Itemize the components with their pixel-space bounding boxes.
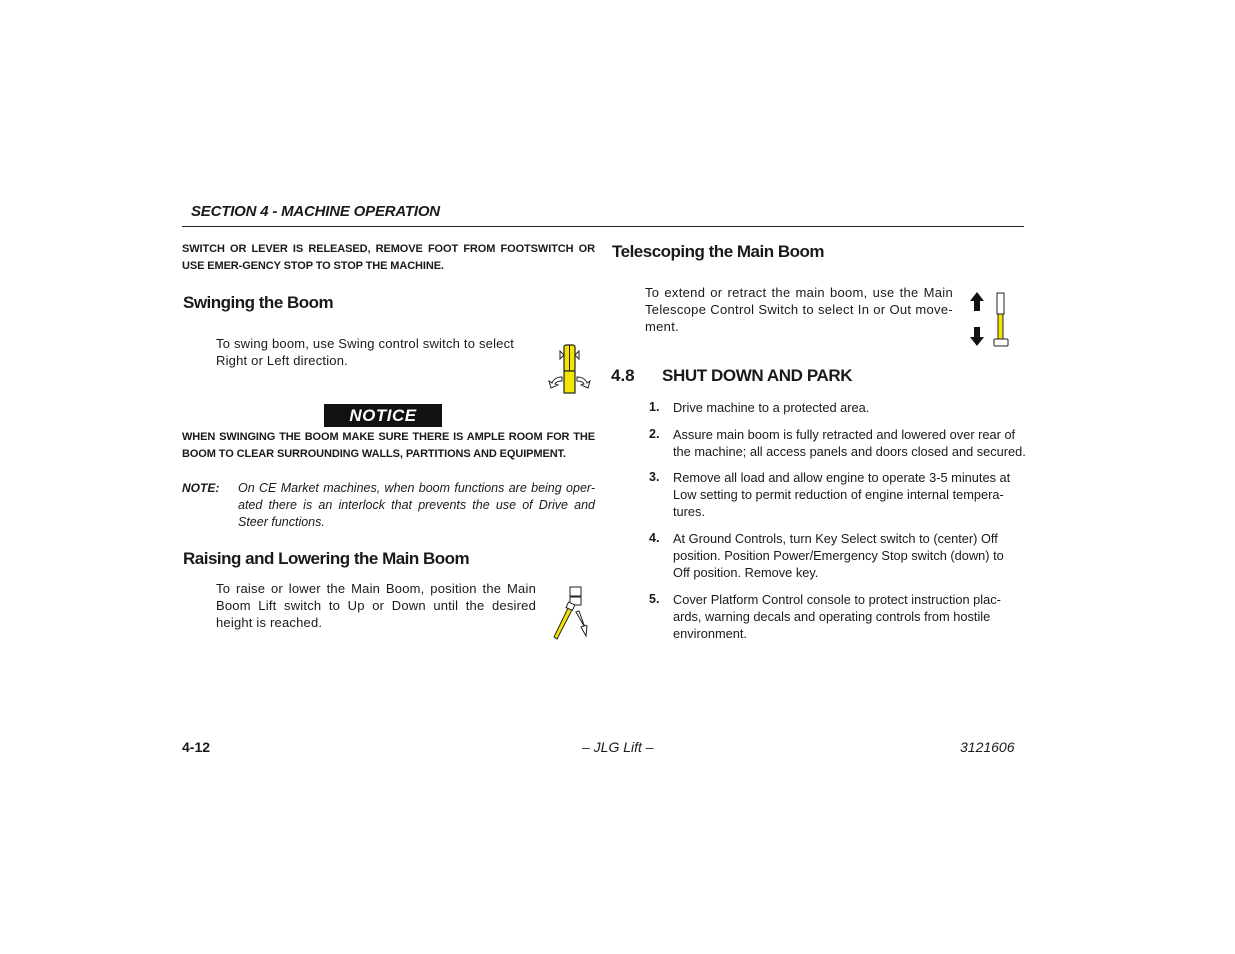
footer-center-text: – JLG Lift –	[582, 739, 654, 755]
step-number: 5.	[649, 592, 660, 606]
notice-badge: NOTICE	[324, 404, 442, 427]
step-text: Remove all load and allow engine to operate 3-5 minutes at Low setting to permit reduction of engine internal tempera-tures.	[673, 470, 1011, 519]
section-header: SECTION 4 - MACHINE OPERATION	[191, 203, 440, 220]
warning-continued-text: SWITCH OR LEVER IS RELEASED, REMOVE FOOT FROM FOOTSWITCH OR USE EMER-GENCY STOP TO STOP THE MACHINE.	[182, 243, 595, 272]
swing-text: To swing boom, use Swing control switch to select Right or Left direction.	[216, 336, 515, 368]
telescope-text: To extend or retract the main boom, use the Main Telescope Control Switch to select In or Out move-ment.	[645, 285, 953, 334]
raise-lower-text: To raise or lower the Main Boom, position the Main Boom Lift switch to Up or Down until the desired height is reached.	[216, 581, 536, 630]
raise-lower-heading: Raising and Lowering the Main Boom	[183, 549, 470, 568]
step-text: Assure main boom is fully retracted and lowered over rear of the machine; all access panels and doors closed and secured.	[673, 427, 1026, 459]
step-number: 2.	[649, 427, 660, 441]
note-text: On CE Market machines, when boom functions are being oper-ated there is an interlock that prevents the use of Drive and Steer functions.	[238, 481, 595, 529]
header-divider	[182, 226, 1024, 227]
page-number: 4-12	[182, 739, 211, 755]
step-text: At Ground Controls, turn Key Select switch to (center) Off position. Position Power/Emergency Stop switch (down) to Off position. Remove key.	[673, 531, 1004, 580]
notice-text: WHEN SWINGING THE BOOM MAKE SURE THERE IS AMPLE ROOM FOR THE BOOM TO CLEAR SURROUNDING WALLS, PARTITIONS AND EQUIPMENT.	[182, 431, 595, 460]
step-number: 4.	[649, 531, 660, 545]
step-text: Drive machine to a protected area.	[673, 400, 870, 415]
section-number: 4.8	[611, 366, 635, 385]
boom-lift-switch-icon	[549, 586, 591, 640]
document-number: 3121606	[960, 739, 1015, 755]
step-number: 3.	[649, 470, 660, 484]
swing-heading: Swinging the Boom	[183, 293, 334, 312]
step-number: 1.	[649, 400, 660, 414]
telescope-switch-icon	[966, 291, 1012, 349]
note-label: NOTE:	[182, 481, 220, 495]
shutdown-heading: SHUT DOWN AND PARK	[662, 366, 853, 385]
telescope-heading: Telescoping the Main Boom	[612, 242, 824, 261]
step-text: Cover Platform Control console to protect instruction plac-ards, warning decals and operating controls from hostile environment.	[673, 592, 1001, 641]
swing-control-icon	[548, 343, 590, 395]
